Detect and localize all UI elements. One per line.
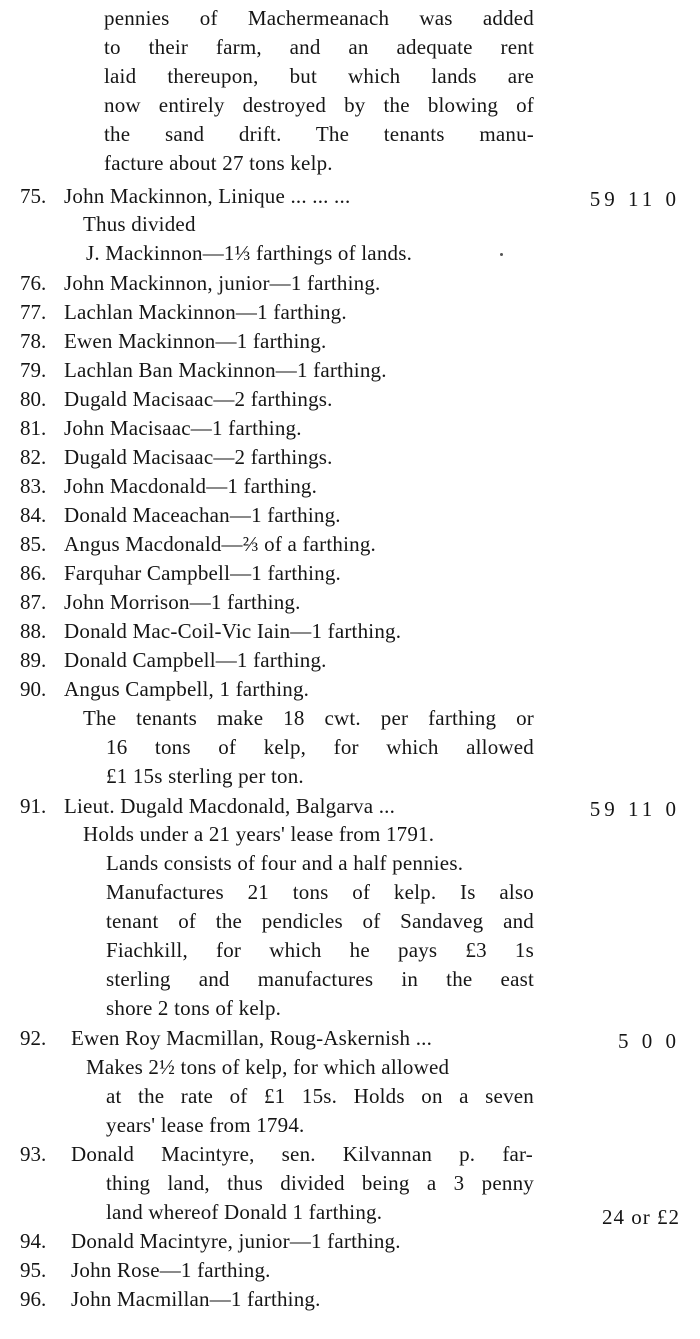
- entry-number: 96.: [20, 1287, 47, 1311]
- entry-amount: 59 11 0: [589, 187, 680, 211]
- entry-note: land whereof Donald 1 farthing.: [106, 1200, 383, 1224]
- entry-number: 86.: [20, 561, 47, 585]
- entry-number: 75.: [20, 184, 47, 208]
- entry-text: Angus Macdonald—⅔ of a farthing.: [64, 532, 376, 556]
- entry-number: 78.: [20, 329, 47, 353]
- intro-line: laid thereupon, but which lands are: [104, 64, 534, 88]
- entry-number: 91.: [20, 794, 47, 818]
- entry-note: Holds under a 21 years' lease from 1791.: [83, 822, 435, 846]
- entry-number: 89.: [20, 648, 47, 672]
- entry-amount: 24 or £2: [602, 1205, 680, 1229]
- entry-note: Manufactures 21 tons of kelp. Is also: [106, 880, 534, 904]
- entry-text: Lachlan Mackinnon—1 farthing.: [64, 300, 347, 324]
- entry-number: 82.: [20, 445, 47, 469]
- entry-text: John Macisaac—1 farthing.: [64, 416, 302, 440]
- entry-note: years' lease from 1794.: [106, 1113, 305, 1137]
- entry-note: Lands consists of four and a half pennies.: [106, 851, 464, 875]
- entry-note: Fiachkill, for which he pays £3 1s: [106, 938, 534, 962]
- intro-line: the sand drift. The tenants manu-: [104, 122, 534, 146]
- entry-number: 92.: [20, 1026, 47, 1050]
- intro-line: to their farm, and an adequate rent: [104, 35, 534, 59]
- intro-line: now entirely destroyed by the blowing of: [104, 93, 534, 117]
- entry-number: 90.: [20, 677, 47, 701]
- entry-subtext: Thus divided: [83, 212, 196, 236]
- entry-text: John Rose—1 farthing.: [71, 1258, 271, 1282]
- entry-number: 93.: [20, 1142, 47, 1166]
- entry-note: 16 tons of kelp, for which allowed: [106, 735, 534, 759]
- entry-note: shore 2 tons of kelp.: [106, 996, 282, 1020]
- entry-number: 87.: [20, 590, 47, 614]
- entry-number: 81.: [20, 416, 47, 440]
- entry-text: Donald Campbell—1 farthing.: [64, 648, 327, 672]
- entry-amount: 59 11 0: [589, 797, 680, 821]
- entry-text: John Mackinnon, Linique ... ... ...: [64, 184, 351, 208]
- entry-text: Dugald Macisaac—2 farthings.: [64, 445, 333, 469]
- entry-text: Donald Maceachan—1 farthing.: [64, 503, 341, 527]
- entry-number: 94.: [20, 1229, 47, 1253]
- entry-note: tenant of the pendicles of Sandaveg and: [106, 909, 534, 933]
- entry-number: 84.: [20, 503, 47, 527]
- entry-note: thing land, thus divided being a 3 penny: [106, 1171, 534, 1195]
- entry-note: at the rate of £1 15s. Holds on a seven: [106, 1084, 534, 1108]
- entry-number: 80.: [20, 387, 47, 411]
- entry-text: John Macmillan—1 farthing.: [71, 1287, 321, 1311]
- entry-number: 79.: [20, 358, 47, 382]
- entry-text: Farquhar Campbell—1 farthing.: [64, 561, 341, 585]
- entry-text: John Macdonald—1 farthing.: [64, 474, 318, 498]
- entry-number: 77.: [20, 300, 47, 324]
- entry-note: Makes 2½ tons of kelp, for which allowed: [86, 1055, 450, 1079]
- entry-number: 95.: [20, 1258, 47, 1282]
- entry-text: John Mackinnon, junior—1 farthing.: [64, 271, 381, 295]
- intro-line: facture about 27 tons kelp.: [104, 151, 333, 175]
- entry-text: Donald Macintyre, sen. Kilvannan p. far-: [71, 1142, 533, 1166]
- entry-note: £1 15s sterling per ton.: [106, 764, 304, 788]
- entry-text: Lachlan Ban Mackinnon—1 farthing.: [64, 358, 387, 382]
- intro-line: pennies of Machermeanach was added: [104, 6, 534, 30]
- entry-text: John Morrison—1 farthing.: [64, 590, 301, 614]
- entry-amount: 5 0 0: [618, 1029, 680, 1053]
- entry-text: Donald Mac-Coil-Vic Iain—1 farthing.: [64, 619, 402, 643]
- entry-note: sterling and manufactures in the east: [106, 967, 534, 991]
- entry-number: 83.: [20, 474, 47, 498]
- entry-number: 76.: [20, 271, 47, 295]
- entry-number: 88.: [20, 619, 47, 643]
- entry-text: Donald Macintyre, junior—1 farthing.: [71, 1229, 401, 1253]
- entry-note: The tenants make 18 cwt. per farthing or: [83, 706, 534, 730]
- entry-text: Angus Campbell, 1 farthing.: [64, 677, 310, 701]
- entry-subtext: J. Mackinnon—1⅓ farthings of lands.: [86, 241, 413, 265]
- entry-text: Dugald Macisaac—2 farthings.: [64, 387, 333, 411]
- entry-text: Ewen Roy Macmillan, Roug-Askernish ...: [71, 1026, 433, 1050]
- ink-speck: [500, 253, 503, 256]
- entry-text: Lieut. Dugald Macdonald, Balgarva ...: [64, 794, 396, 818]
- entry-number: 85.: [20, 532, 47, 556]
- entry-text: Ewen Mackinnon—1 farthing.: [64, 329, 327, 353]
